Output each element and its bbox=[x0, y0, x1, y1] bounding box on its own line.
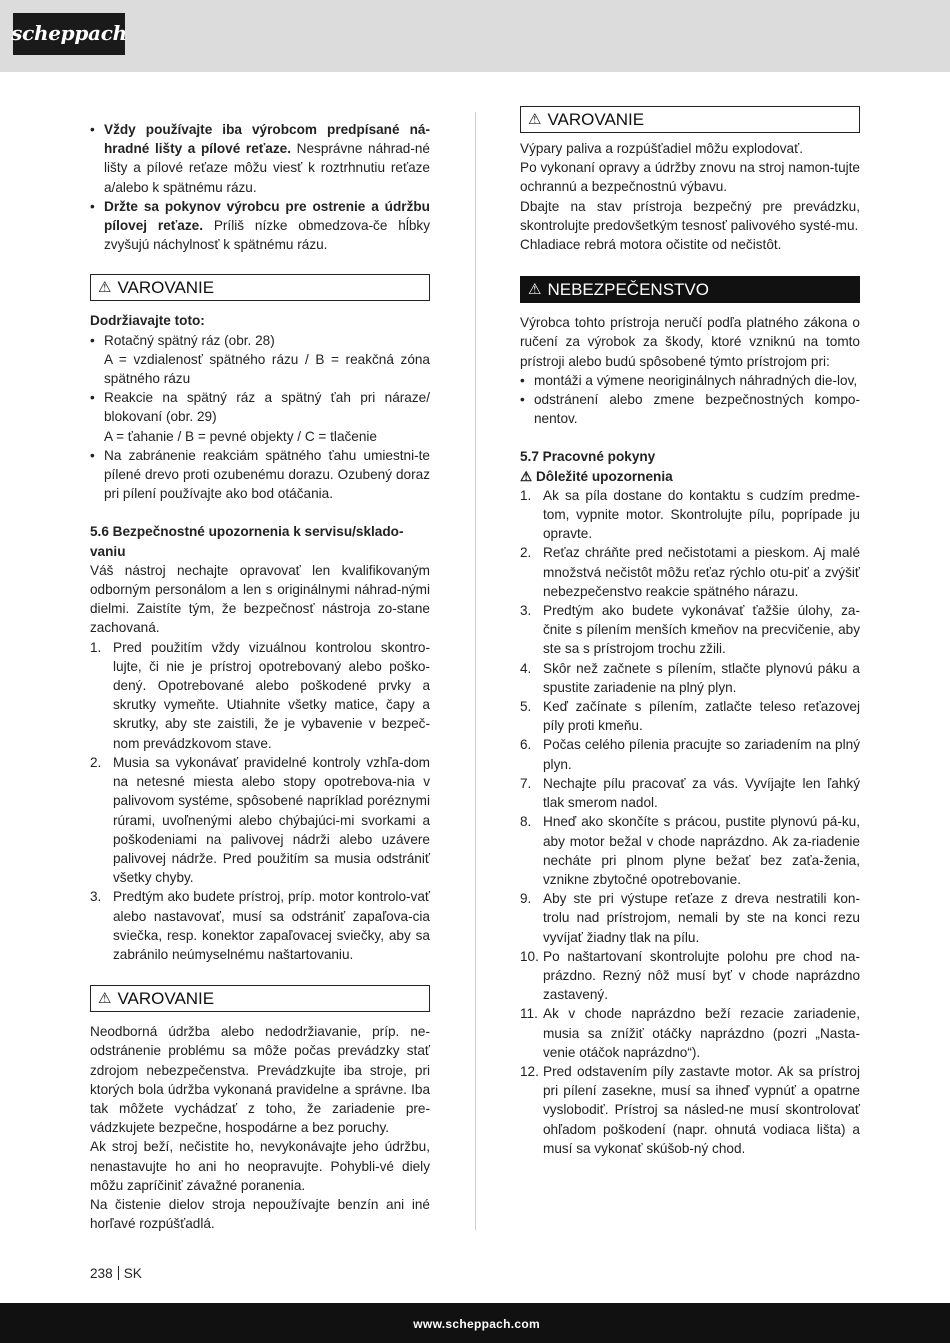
list-item: • Držte sa pokynov výrobcu pre ostrenie a údržbu pílovej reťaze. Príliš nízke obmedzova-če hĺbky zvyšujú náchylnosť k spätnému rázu. bbox=[90, 198, 431, 253]
step-text: Aby ste pri výstupe reťaze z dreva nestratili kon-trolu nad prístrojom, nemali by ste na konci rezu vyvíjať žiadny tlak na pílu. bbox=[543, 891, 860, 945]
warning-list bbox=[90, 331, 430, 504]
step-text: Hneď ako skončíte s prácou, pustite plynovú pá-ku, aby motor bežal v chode naprázdno. Ak za-riadenie necháte pri plnom plyne bežať bez zaťa-ženia, vznikne zbytočné opotrebovanie. bbox=[543, 814, 860, 887]
list-item: • montáži a výmene neoriginálnych náhradných die-lov, bbox=[520, 372, 858, 388]
step-text: Ak v chode naprázdno beží rezacie zariadenie, musia sa znížiť otáčky naprázdno (pozri „Nasta-venie otáčok naprázdno“). bbox=[543, 1006, 860, 1060]
warning-icon: ⚠ bbox=[98, 279, 112, 297]
warning-paragraph: Dbajte na stav prístroja bezpečný pre prevádzku, skontrolujte predovšetkým tesnosť palivového systé-mu. bbox=[520, 198, 860, 233]
warning-paragraph: Výpary paliva a rozpúšťadiel môžu explodovať. bbox=[520, 141, 803, 156]
list-item-text: montáži a výmene neoriginálnych náhradných die-lov, bbox=[534, 372, 858, 388]
step-text: Ak sa píla dostane do kontaktu s cudzím predme-tom, vypnite motor. Skontrolujte pílu, poprípade ju opravte. bbox=[543, 487, 860, 542]
step-number: 1. bbox=[90, 639, 102, 655]
danger-title: NEBEZPEČENSTVO bbox=[547, 280, 709, 300]
section-5-6-intro: Váš nástroj nechajte opravovať len kvalifikovaným odborným personálom a len s originálnymi náhrad-nými dielmi. Zaistíte tým, že bezpečnosť nástroja zo-stane zachovaná. bbox=[90, 562, 430, 636]
list-item-text: Reakcie na spätný ráz a spätný ťah pri náraze/ blokovaní (obr. 29) A = ťahanie / B = pevné objekty / C = tlačenie bbox=[104, 390, 430, 444]
warning-box-2 bbox=[90, 985, 430, 1012]
step-number: 10. bbox=[520, 948, 539, 964]
list-item bbox=[520, 812, 860, 889]
list-item: • Na zabránenie reakciám spätného ťahu umiestni-te pílené drevo proti ozubenému dorazu. Ozubený doraz pri pílení používajte ako bod otáčania. bbox=[90, 447, 430, 502]
warning-paragraph: Po vykonaní opravy a údržby znovu na stroj namon-tujte ochrannú a bezpečnostnú výbavu. bbox=[520, 160, 860, 195]
step-number: 6. bbox=[520, 737, 532, 753]
step-text: Musia sa vykonávať pravidelné kontroly vzhľa-dom na netesné miesta alebo stopy opotrebova-nia v palivovom systéme, spôsobené napríklad poréznymi rúrami, uvoľnenými alebo chýbajúci-mi svorkami a poškodeniami na palivovej nádrži alebo uzávere palivovej nádrže. Pred použitím sa musia odstrániť všetky chyby. bbox=[113, 754, 430, 886]
list-item: • Rotačný spätný ráz (obr. 28) A = vzdialenosť spätného rázu / B = reakčná zóna spätného rázu bbox=[90, 332, 430, 387]
list-item bbox=[520, 889, 860, 947]
section-5-6-steps bbox=[90, 638, 430, 964]
list-item bbox=[90, 638, 430, 753]
page-footer bbox=[0, 1303, 950, 1343]
step-number: 1. bbox=[520, 487, 532, 503]
step-number: 8. bbox=[520, 814, 532, 830]
list-item: • odstránení alebo zmene bezpečnostných kompo-nentov. bbox=[520, 392, 860, 427]
step-text: Reťaz chráňte pred nečistotami a pieskom. Aj malé množstvá nečistôt môžu reťaz rýchlo otu-piť a zvýšiť nebezpečenstvo reakcie spätného nárazu. bbox=[543, 545, 860, 599]
list-item bbox=[90, 887, 430, 964]
warning-paragraph: Chladiace rebrá motora očistite od nečistôt. bbox=[520, 237, 782, 253]
step-text: Pred odstavením píly zastavte motor. Ak sa prístroj pri pílení zasekne, musí sa ihneď vypnúť a opatrne vyslobodiť. Prístroj sa násled-ne musí skontrolovať ohľadom poškodení (napr. ohnutá vodiaca lišta) a musí sa vykonať skúšob-ný chod. bbox=[543, 1063, 860, 1156]
warning-heading: Dodržiavajte toto: bbox=[90, 313, 205, 329]
warning-box-3 bbox=[520, 106, 860, 133]
list-item bbox=[520, 774, 860, 812]
warning-title: VAROVANIE bbox=[547, 109, 645, 129]
left-column bbox=[90, 112, 430, 1233]
step-text: Počas celého pílenia pracujte so zariadením na plný plyn. bbox=[543, 737, 860, 772]
section-5-7-heading: 5.7 Pracovné pokyny bbox=[520, 449, 656, 465]
danger-box bbox=[520, 276, 860, 303]
divider bbox=[118, 1266, 119, 1280]
footer-url[interactable]: www.scheppach.com bbox=[413, 1317, 540, 1331]
list-item-text: odstránení alebo zmene bezpečnostných kompo-nentov. bbox=[534, 392, 860, 427]
list-item bbox=[520, 1062, 860, 1158]
page-number bbox=[90, 1264, 142, 1283]
bullet-text: Príliš nízke obmedzova-če hĺbky zvyšujú náchylnosť k spätnému rázu. bbox=[104, 218, 431, 253]
warning-title: VAROVANIE bbox=[117, 278, 215, 298]
step-text: Pred použitím vždy vizuálnou kontrolou skontro-lujte, či nie je prístroj opotrebovaný alebo poško-dený. Opotrebované alebo poškodené prvky a skrutky vymeňte. Utiahnite všetky matice, čapy a skrutky, aby ste zaistili, že je vybavenie v bezpeč-nom prevádzkovom stave. bbox=[113, 639, 430, 751]
section-5-7-subheading bbox=[520, 467, 860, 486]
warning-box-1 bbox=[90, 274, 430, 301]
page-number-value: 238 bbox=[90, 1266, 113, 1281]
warning-title: VAROVANIE bbox=[117, 989, 215, 1009]
danger-list bbox=[520, 371, 860, 429]
list-item bbox=[520, 659, 860, 697]
section-5-7-steps bbox=[520, 486, 860, 1158]
warning-icon: ⚠ bbox=[528, 110, 542, 128]
list-item: • Vždy používajte iba výrobcom predpísané ná-hradné lišty a pílové reťaze. Nesprávne náhrad-né lišty a pílové reťaze môžu viesť k roztrhnutiu reťaze a/alebo k spätnému rázu. bbox=[90, 122, 430, 195]
list-item-text: Na zabránenie reakciám spätného ťahu umiestni-te pílené drevo proti ozubenému dorazu. Ozubený doraz pri pílení používajte ako bod otáčania. bbox=[104, 447, 430, 502]
list-item: • Reakcie na spätný ráz a spätný ťah pri náraze/ blokovaní (obr. 29) A = ťahanie / B = pevné objekty / C = tlačenie bbox=[90, 390, 430, 444]
warning-paragraph: Neodborná údržba alebo nedodržiavanie, príp. ne-odstránenie problému sa môže počas prevádzky stať zdrojom nebezpečenstva. Prevádzkujte iba stroje, pri ktorých bola údržba vykonaná pravidelne a správne. Iba tak môžete vychádzať z toho, že zariadenie pre-vádzkujete bezpečne, hospodárne a bez poruchy. bbox=[90, 1024, 430, 1136]
bullet-text: Nesprávne náhrad-né lišty a pílové reťaze môžu viesť k roztrhnutiu reťaze a/alebo k spätnému rázu. bbox=[104, 141, 430, 195]
step-number: 2. bbox=[520, 545, 532, 561]
step-number: 11. bbox=[520, 1006, 538, 1022]
step-number: 5. bbox=[520, 699, 532, 715]
step-number: 4. bbox=[520, 660, 532, 676]
list-item bbox=[520, 543, 860, 601]
right-column bbox=[520, 109, 860, 1158]
subheading-text: Dôležité upozornenia bbox=[535, 468, 673, 484]
page-header bbox=[0, 0, 950, 72]
danger-icon: ⚠ bbox=[528, 281, 542, 299]
step-number: 3. bbox=[520, 603, 532, 619]
warning-icon: ⚠ bbox=[520, 468, 536, 484]
brand-logo: scheppach bbox=[13, 13, 125, 55]
list-item-text: Rotačný spätný ráz (obr. 28) A = vzdialenosť spätného rázu / B = reakčná zóna spätného rázu bbox=[104, 332, 430, 387]
warning-paragraph: Ak stroj beží, nečistite ho, nevykonávajte jeho údržbu, nenastavujte ho ani ho neopravujte. Pohybli-vé diely môžu zapríčiniť závažné poranenia. bbox=[90, 1139, 430, 1193]
list-item bbox=[520, 1004, 860, 1062]
list-item bbox=[90, 753, 430, 887]
warning-icon: ⚠ bbox=[98, 990, 112, 1008]
step-text: Predtým ako budete vykonávať ťažšie úlohy, za-čnite s pílením menších kmeňov na precvičenie, aby ste sa s prístrojom trochu zžili. bbox=[543, 603, 860, 657]
danger-intro: Výrobca tohto prístroja neručí podľa platného zákona o ručení za výrobok za škody, ktoré vzniknú na tomto prístroji alebo budú spôsobené týmto prístrojom pri: bbox=[520, 315, 860, 369]
column-divider bbox=[475, 112, 476, 1230]
step-text: Skôr než začnete s pílením, stlačte plynovú páku a spustite zariadenie na plný plyn. bbox=[543, 660, 860, 695]
step-text: Keď začínate s pílením, zatlačte teleso reťazovej píly proti kmeňu. bbox=[543, 699, 860, 734]
section-5-6-heading: 5.6 Bezpečnostné upozornenia k servisu/sklado-vaniu bbox=[90, 524, 404, 559]
list-item bbox=[520, 601, 860, 659]
step-number: 7. bbox=[520, 775, 532, 791]
step-text: Predtým ako budete prístroj, príp. motor kontrolo-vať alebo nastavovať, musí sa odstrániť zapaľova-cia sviečka, resp. konektor zapaľovacej sviečky, aby sa zabránilo neúmyselnému naštartovaniu. bbox=[113, 889, 430, 962]
bullet-bold: Držte sa pokynov výrobcu pre ostrenie a údržbu pílovej reťaze. bbox=[104, 198, 430, 234]
bullet-bold: Vždy používajte iba výrobcom predpísané ná-hradné lišty a pílové reťaze. bbox=[104, 122, 430, 157]
language-code: SK bbox=[123, 1266, 142, 1281]
step-text: Po naštartovaní skontrolujte polohu pre chod na-prázdno. Rezný nôž musí byť v chode naprázdno zastavený. bbox=[543, 948, 860, 1003]
list-item bbox=[520, 947, 860, 1005]
step-number: 3. bbox=[90, 889, 102, 905]
step-text: Nechajte pílu pracovať za vás. Vyvíjajte len ľahký tlak smerom nadol. bbox=[543, 775, 860, 811]
step-number: 2. bbox=[90, 754, 102, 770]
step-number: 12. bbox=[520, 1063, 539, 1079]
list-item bbox=[520, 735, 860, 773]
warning-paragraph: Na čistenie dielov stroja nepoužívajte benzín ani iné horľavé rozpúšťadlá. bbox=[90, 1196, 430, 1232]
list-item bbox=[520, 697, 860, 735]
intro-bullets bbox=[90, 120, 430, 254]
list-item bbox=[520, 486, 860, 544]
step-number: 9. bbox=[520, 891, 532, 907]
